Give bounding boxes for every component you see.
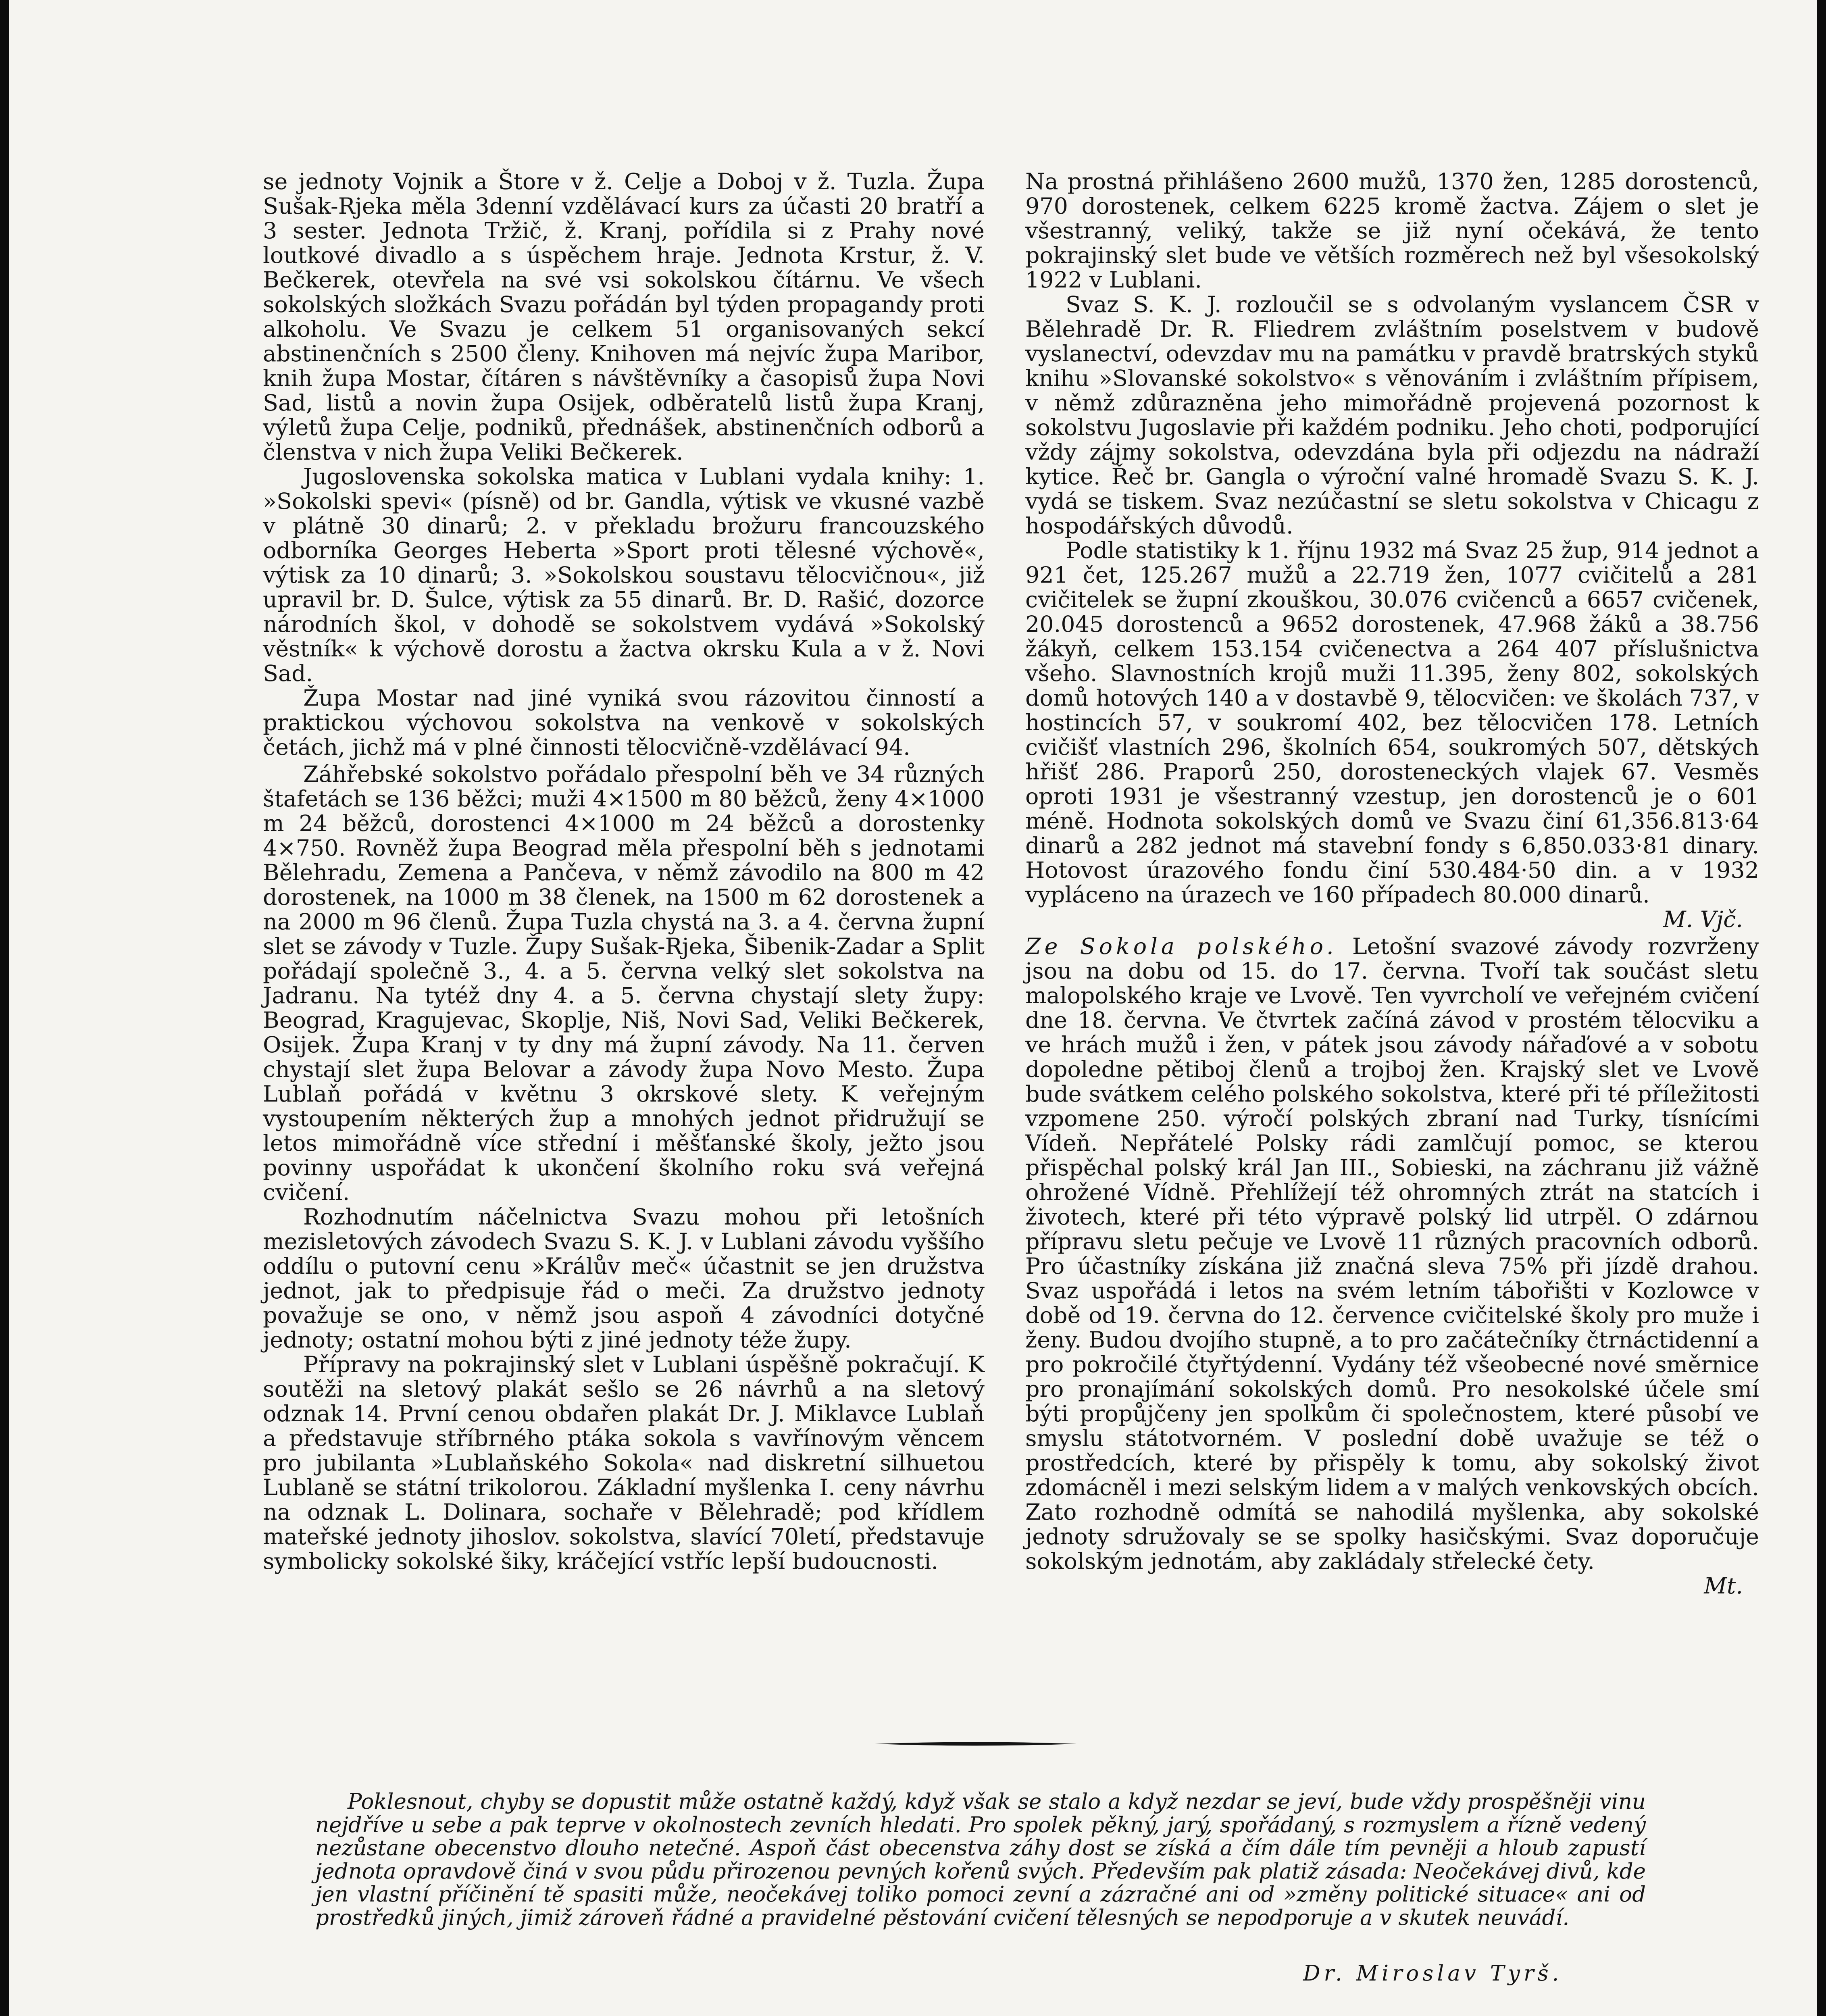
paragraph: Župa Mostar nad jiné vyniká svou rázovitou činností a praktickou výchovou sokolstva na venkově v sokolských četách, jichž má v plné činnosti tělocvičně-vzdělávací 94. xyxy=(263,685,985,760)
paragraph: Na prostná přihlášeno 2600 mužů, 1370 žen, 1285 dorostenců, 970 dorostenek, celkem 6225 kromě žactva. Zájem o slet je všestranný, veliký, takže se již nyní očekává, že tento pokrajinský slet bude ve větších rozměrech než byl všesokolský 1922 v Lublani. xyxy=(1025,169,1759,293)
paragraph: Přípravy na pokrajinský slet v Lublani úspěšně pokračují. K soutěži na sletový plakát sešlo se 26 návrhů a na sletový odznak 14. První cenou obdařen plakát Dr. J. Miklavce Lublaň a představuje stříbrného ptáka sokola s vavřínovým věncem pro jubilanta »Lublaňského Sokola« nad diskretní silhuetou Lublaně se státní trikolorou. Základní myšlenka I. ceny návrhu na odznak L. Dolinara, sochaře v Bělehradě; pod křídlem mateřské jednoty jihoslov. sokolstva, slavící 70letí, představuje symbolicky sokolské šiky, kráčející vstříc lepší budoucnosti. xyxy=(263,1352,985,1574)
paragraph: se jednoty Vojnik a Štore v ž. Celje a Doboj v ž. Tuzla. Župa Sušak-Rjeka měla 3denní vzdělávací kurs za účasti 20 bratří a 3 sester. Jednota Tržič, ž. Kranj, pořídila si z Prahy nové loutkové divadlo a s úspěchem hraje. Jednota Krstur, ž. V. Bečkerek, otevřela na své vsi sokolskou čítárnu. Ve všech sokolských složkách Svazu pořádán byl týden propagandy proti alkoholu. Ve Svazu je celkem 51 organisovaných sekcí abstinenčních s 2500 členy. Knihoven má nejvíc župa Maribor, knih župa Mostar, čítáren s návštěvníky a časopisů župa Novi Sad, listů a novin župa Osijek, odběratelů listů župa Kranj, výletů župa Celje, podniků, přednášek, abstinenčních odborů a členstva v nich župa Veliki Bečkerek. xyxy=(263,169,985,465)
quote-block: Poklesnout, chyby se dopustit může ostatně každý, když však se stalo a když nezdar se jeví, bude vždy prospěšněji vinu nejdříve u sebe a pak teprve v okolnostech zevních hledati. Pro spolek pěkný, jarý, spořádaný, s rozmyslem a řízně vedený nezůstane obecenstvo dlouho netečné. Aspoň část obecenstva záhy dost se získá a čím dále tím pevněji a hloub zapustí jednota opravdově činá v svou půdu přirozenou pevných kořenů svých. Především pak platiž zásada: Neočekávej divů, kde jen vlastní příčinění tě spasiti může, neočekávej toliko pomoci zevní a zázračné ani od »změny politické situace« ani od prostředků jiných, jimiž zároveň řádné a pravidelné pěstování cvičení tělesných se nepodporuje a v skutek neuvádí. xyxy=(315,1789,1646,1930)
paragraph: Podle statistiky k 1. říjnu 1932 má Svaz 25 žup, 914 jednot a 921 čet, 125.267 mužů a 22.719 žen, 1077 cvičitelů a 281 cvičitelek se župní zkouškou, 30.076 cvičenců a 6657 cvičenek, 20.045 dorostenců a 9652 dorostenek, 47.968 žáků a 38.756 žákyň, celkem 153.154 cvičenectva a 264 407 příslušnictva všeho. Slavnostních krojů muži 11.395, ženy 802, sokolských domů hotových 140 a v dostavbě 9, tělocvičen: ve školách 737, v hostincích 57, v soukromí 402, bez tělocvičen 178. Letních cvičišť vlastních 296, školních 654, soukromých 507, dětských hřišť 286. Praporů 250, dorostenеckých vlajek 67. Vesměs oproti 1931 je všestranný vzestup, jen dorostenců je o 601 méně. Hodnota sokolských domů ve Svazu činí 61,356.813·64 dinarů a 282 jednot má stavební fondy s 6,850.033·81 dinary. Hotovost úrazového fondu činí 530.484·50 din. a v 1932 vypláceno na úrazech ve 160 případech 80.000 dinarů. xyxy=(1025,537,1759,908)
paragraph-body: Letošní svazové závody rozvrženy jsou na dobu od 15. do 17. června. Tvoří tak součást sletu malopolského kraje ve Lvově. Ten vyvrcholí ve veřejném cvičení dne 18. června. Ve čtvrtek začíná závod v prostém tělocviku a ve hrách mužů i žen, v pátek jsou závody nářaďové a v sobotu dopoledne pětiboj členů a trojboj žen. Krajský slet ve Lvově bude svátkem celého polského sokolstva, které při té příležitosti vzpomene 250. výročí polských zbraní nad Turky, tísnícími Vídeň. Nepřátelé Polsky rádi zamlčují pomoc, se kterou přispěchal polský král Jan III., Sobieski, na záchranu již vážně ohrožené Vídně. Přehlížejí též ohromných ztrát na statcích i životech, které při této výpravě polský lid utrpěl. O zdárnou přípravu sletu pečuje ve Lvově 11 různých pracovních odborů. Pro účastníky získána již značná sleva 75% při jízdě drahou. Svaz uspořádá i letos na svém letním tábořišti v Kozlowce v době od 19. června do 12. července cvičitelské školy pro muže i ženy. Budou dvojího stupně, a to pro začátečníky čtrnáctidenní a pro pokročilé čtyřtýdenní. Vydány též všeobecné nové směrnice pro pronajímání sokolských domů. Pro nesokolské účele smí býti propůjčeny jen spolkům či společnostem, které působí ve smyslu státotvorném. V poslední době uvažuje se též o prostředcích, které by přispěly k tomu, aby sokolský život zdomácněl i mezi selským lidem a v malých venkovských obcích. Zato rozhodně odmítá se nahodilá myšlenka, aby sokolské jednoty sdružovaly se se spolky hasičskými. Svaz doporučuje sokolským jednotám, aby zakládaly střelecké čety. xyxy=(1025,933,1759,1574)
page-sheet xyxy=(9,0,1817,2016)
paragraph: Záhřebské sokolstvo pořádalo přespolní běh ve 34 různých štafetách se 136 běžci; muži 4×1500 m 80 běžců, ženy 4×1000 m 24 běžců, dorostenci 4×1000 m 24 běžců a dorostenky 4×750. Rovněž župa Beograd měla přespolní běh s jednotami Bělehradu, Zemena a Pančeva, v němž závodilo na 800 m 42 dorostenek, na 1000 m 38 členek, na 1500 m 62 dorostenek a na 2000 m 96 členů. Župa Tuzla chystá na 3. a 4. června župní slet se závody v Tuzle. Župy Sušak-Rjeka, Šibenik-Zadar a Split pořádají společně 3., 4. a 5. června velký slet sokolstva na Jadranu. Na tytéž dny 4. a 5. června chystají slety župy: Beograd, Kragujevac, Skoplje, Niš, Novi Sad, Veliki Bečkerek, Osijek. Župa Kranj v ty dny má župní závody. Na 11. červen chystají slet župa Belovar a závody župa Novo Mesto. Župa Lublaň pořádá v květnu 3 okrskové slety. K veřejným vystoupením některých žup a mnohých jednot přidružují se letos mimořádně více střední i měšťanské školy, ježto jsou povinny uspořádat k ukončení školního roku svá veřejná cvičení. xyxy=(263,761,985,1206)
paragraph: Rozhodnutím náčelnictva Svazu mohou při letošních mezisletových závodech Svazu S. K. J. v Lublani závodu vyššího oddílu o putovní cenu »Králův meč« účastnit se jen družstva jednot, jak to předpisuje řád o meči. Za družstvo jednoty považuje se ono, v němž jsou aspoň 4 závodníci dotyčné jednoty; ostatní mohou býti z jiné jednoty téže župy. xyxy=(263,1204,985,1353)
quote-author: Dr. Miroslav Tyrš. xyxy=(1303,1961,1563,1986)
section-heading: Ze Sokola polského. xyxy=(1025,933,1337,960)
right-column xyxy=(1025,169,1759,1598)
paragraph: Jugoslovenska sokolska matica v Lublani vydala knihy: 1. »Sokolski spevi« (písně) od br. Gandla, výtisk ve vkusné vazbě v plátně 30 dinarů; 2. v překladu brožuru francouzského odborníka Georges Heberta »Sport proti tělesné výchově«, výtisk za 10 dinarů; 3. »Sokolskou soustavu tělocvičnou«, již upravil br. D. Šulce, výtisk za 55 dinarů. Br. D. Rašić, dozorce národních škol, v dohodě se sokolstvem vydává »Sokolský věstník« k výchově dorostu a žactva okrsku Kula a v ž. Novi Sad. xyxy=(263,464,985,687)
ornamental-divider xyxy=(875,1741,1076,1747)
left-column xyxy=(263,169,985,1574)
author-signature: M. Vjč. xyxy=(1663,906,1743,933)
paragraph: Svaz S. K. J. rozloučil se s odvolaným vyslancem ČSR v Bělehradě Dr. R. Fliedrem zvláštním poselstvem v budově vyslanectví, odevzdav mu na památku v pravdě bratrských styků knihu »Slovanské sokolstvo« s věnováním i zvláštním přípisem, v němž zdůrazněna jeho mimořádně projevená pozornost k sokolstvu Jugoslavie při každém podniku. Jeho choti, podporující vždy zájmy sokolstva, odevzdána byla při odjezdu na nádraží kytice. Řeč br. Gangla o výroční valné hromadě Svazu S. K. J. vydá se tiskem. Svaz nezúčastní se sletu sokolstva v Chicagu z hospodářských důvodů. xyxy=(1025,292,1759,539)
paragraph xyxy=(1025,934,1759,1574)
author-signature: Mt. xyxy=(1704,1573,1743,1599)
